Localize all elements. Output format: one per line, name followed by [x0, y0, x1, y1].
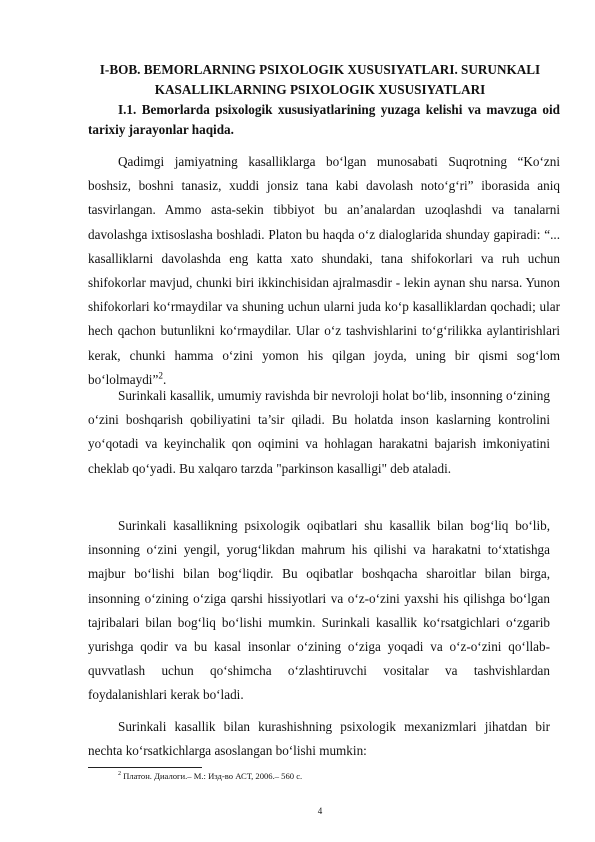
paragraph-1: Qadimgi jamiyatning kasalliklarga bo‘lgan munosabati Suqrotning “Ko‘zni boshsiz, boshni tanasiz, xuddi jonsiz tana kabi davolash noto‘g‘ri” iborasida aniq tasvirlangan. Ammo asta-sekin tibbiyot bu an’analardan uzoqlashdi va tanalarni davolashga ixtisoslasha boshladi. Platon bu haqda o‘z dialoglarida shunday gapiradi: “... kasalliklarni davolashda eng katta xato shundaki, tana shifokorlari va ruh uchun shifokorlar mavjud, chunki biri ikkinchisidan ajralmasdir - lekin aynan shu narsa. Yunon shifokorlari ko‘rmaydilar va shuning uchun ularni juda ko‘p kasalliklardan qochadi; ular hech qachon butunlikni ko‘rmaydilar. Ular o‘z tashvishlarini to‘g‘rilikka aylantirishlari kerak, chunki hamma o‘zini yomon his qilgan joyda, uning bir qismi sog‘lom bo‘lolmaydi”$^2$. [88, 154, 560, 387]
footnote-separator [88, 767, 202, 768]
page-number: 4 [317, 806, 323, 816]
paragraph-3: Surinkali kasallikning psixologik oqibatlari shu kasallik bilan bog‘liq bo‘lib, insonning o‘zini yengil, yorug‘likdan mahrum his qilishi va harakatni to‘xtatishga majbur bo‘lishi bilan bog‘liqdir. Bu oqibatlar boshqacha sharoitlar bilan birga, insonning o‘zining o‘ziga qarshi hissiyotlari va o‘z-o‘zini yaxshi his qilishga bo‘lgan tajribalari bilan bog‘liq bo‘lishi mumkin. Surinkali kasallik ko‘rsatgichlari o‘zgarib yurishga qodir va bu kasal insonlar o‘zining o‘ziga yoqadi va o‘z-o‘zini qo‘llab-quvvatlash uchun qo‘shimcha o‘zlashtiruvchi vositalar va tashvishlardan foydalanishlari kerak bo‘ladi. [88, 518, 550, 703]
paragraph-2: Surinkali kasallik, umumiy ravishda bir nevroloji holat bo‘lib, insonning o‘zining o‘zini boshqarish qobiliyatini ta’sir qiladi. Bu holatda inson kaslarning kontrolini yo‘qotadi va keyinchalik qon oqimini va hohlagan harakatni bajarish imkoniyatini cheklab qo‘yadi. Bu xalqaro tarzda "parkinson kasalligi" deb ataladi. [88, 388, 550, 476]
footnote [118, 770, 548, 782]
chapter-title: I-BOB. BEMORLARNING PSIXOLOGIK XUSUSIYATLARI. SURUNKALI KASALLIKLARNING PSIXOLOGIK XUSUSIYATLARI [99, 62, 541, 97]
footnote-marker: 2 [118, 771, 122, 778]
footnote-reference[interactable]: 2 [158, 370, 163, 381]
footnote-text: Платон. Диалоги.– М.: Изд-во АСТ, 2006.– 560 с. [123, 771, 303, 781]
paragraph-1-text: Qadimgi jamiyatning kasalliklarga bo‘lgan munosabati Suqrotning “Ko‘zni boshsiz, boshni tanasiz, xuddi jonsiz tana kabi davolash noto‘g‘ri” iborasida aniq tasvirlangan. Ammo asta-sekin tibbiyot bu an’analardan uzoqlashdi va tanalarni davolashga ixtisoslasha boshladi. Platon bu haqda o‘z dialoglarida shunday gapiradi: “... kasalliklarni davolashda eng katta xato shundaki, tana shifokorlari va ruh uchun shifokorlar mavjud, chunki biri ikkinchisidan ajralmasdir - lekin aynan shu narsa. Yunon shifokorlari ko‘rmaydilar va shuning uchun ularni juda ko‘p kasalliklardan qochadi; ular hech qachon butunlikni ko‘rmaydilar. Ular o‘z tashvishlarini to‘g‘rilikka aylantirishlari kerak, chunki hamma o‘zini yomon his qilgan joyda, uning bir qismi sog‘lom bo‘lolmaydi” [88, 154, 560, 387]
section-title: I.1. Bemorlarda psixologik xususiyatlarining yuzaga kelishi va mavzuga oid tarixiy jarayonlar haqida. [88, 102, 560, 137]
paragraph-4: Surinkali kasallik bilan kurashishning psixologik mexanizmlari jihatdan bir nechta ko‘rsatkichlarga asoslangan bo‘lishi mumkin: [88, 719, 550, 759]
